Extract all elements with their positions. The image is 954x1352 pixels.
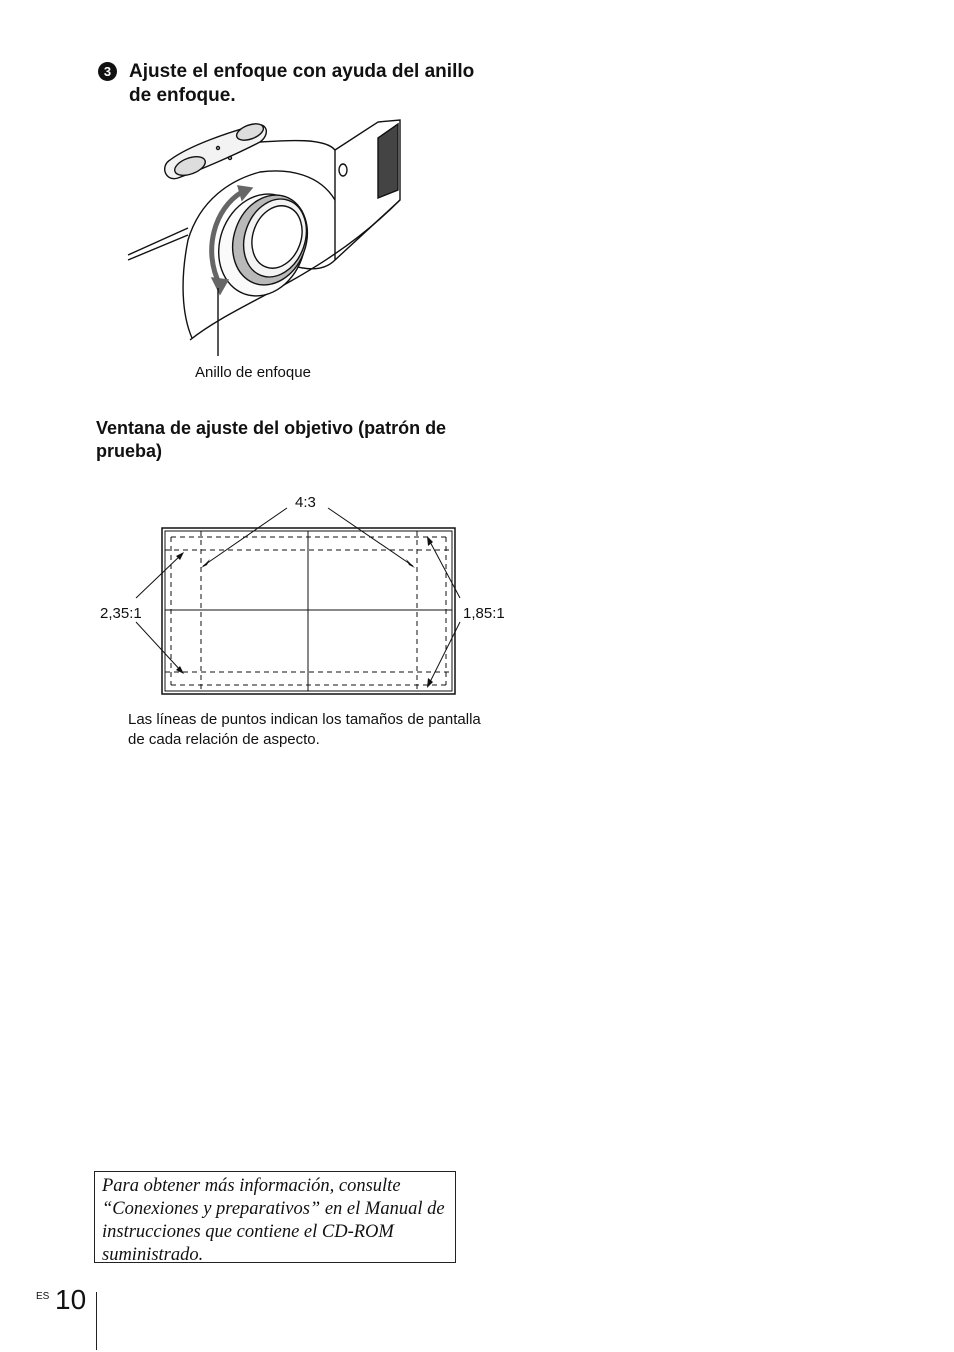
page-number: 10	[55, 1284, 87, 1315]
step-number-badge: 3	[98, 62, 117, 81]
page-divider	[96, 1292, 97, 1350]
label-4-3: 4:3	[295, 494, 316, 511]
language-code: ES	[36, 1291, 50, 1302]
projector-focus-ring-illustration	[120, 110, 420, 380]
label-2-35: 2,35:1	[100, 605, 142, 622]
focus-ring-label: Anillo de enfoque	[195, 364, 311, 381]
lens-window-heading: Ventana de ajuste del objetivo (patrón de prueba)	[96, 418, 447, 461]
info-note-box: Para obtener más información, consulte “Conexiones y preparativos” en el Manual de instrucciones que contiene el CD-ROM suministrado.	[94, 1171, 456, 1263]
pattern-caption: Las líneas de puntos indican los tamaños de pantalla de cada relación de aspecto.	[128, 711, 481, 748]
label-1-85: 1,85:1	[463, 605, 505, 622]
test-pattern-diagram	[130, 500, 470, 700]
step-text: Ajuste el enfoque con ayuda del anillo de enfoque.	[129, 61, 475, 106]
